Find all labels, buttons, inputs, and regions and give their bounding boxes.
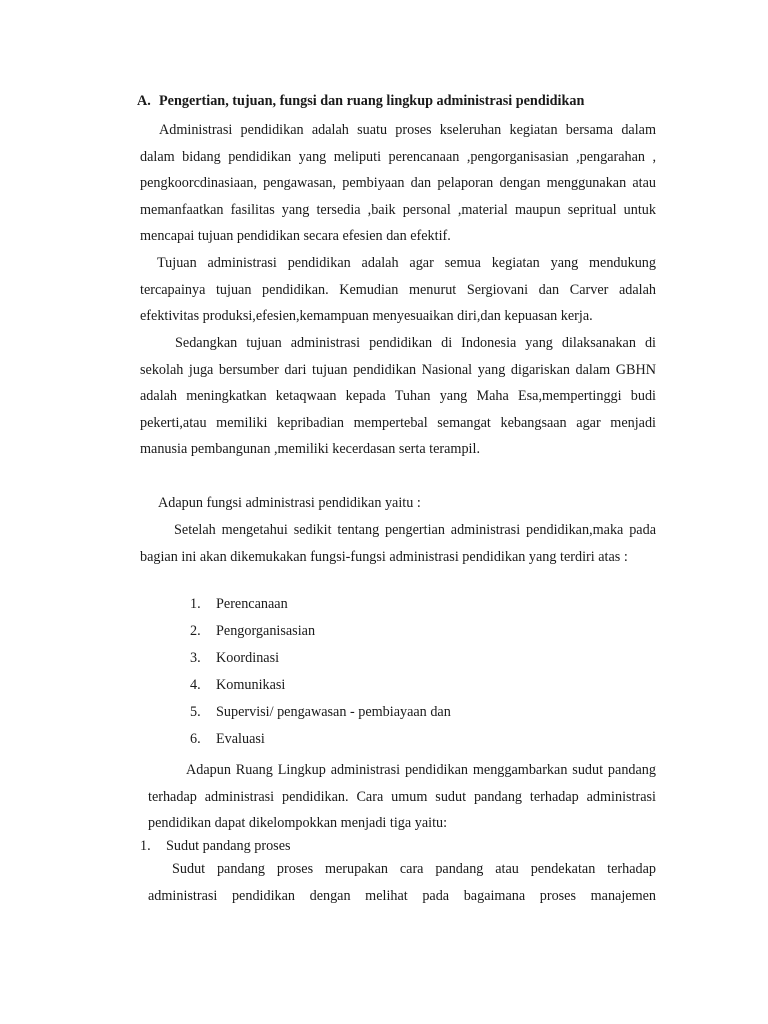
section-heading bbox=[137, 93, 584, 110]
list-item-text: Perencanaan bbox=[216, 596, 288, 612]
paragraph-definition: Administrasi pendidikan adalah suatu proses kseleruhan kegiatan bersama dalam dalam bidang pendidikan yang meliputi perencanaan ,pengorganisasian ,pengarahan , pengkoorcdinasiaan, pengawasan, pembiyaan dan pelaporan dengan menggunakan atau memanfaatkan fasilitas yang tersedia ,baik personal ,material maupun sepritual untuk mencapai tujuan pendidikan secara efesien dan efektif. bbox=[140, 122, 656, 245]
list-item-number: 6. bbox=[190, 731, 201, 747]
list-item-number: 1. bbox=[190, 596, 201, 612]
paragraph-goals: Tujuan administrasi pendidikan adalah agar semua kegiatan yang mendukung tercapainya tujuan pendidikan. Kemudian menurut Sergiovani dan Carver adalah efektivitas produksi,efesien,kemampuan menyesuaikan diri,dan kepuasan kerja. bbox=[140, 255, 656, 325]
list-item-number: 5. bbox=[190, 704, 201, 720]
sub-heading bbox=[140, 838, 291, 855]
list-item-text: Pengorganisasian bbox=[216, 623, 316, 639]
paragraph-functions-lead: Setelah mengetahui sedikit tentang pengertian administrasi pendidikan,maka pada bagian ini akan dikemukakan fungsi-fungsi administrasi pendidikan yang terdiri atas : bbox=[140, 522, 656, 565]
list-item-text: Komunikasi bbox=[216, 677, 286, 693]
list-item-text: Koordinasi bbox=[216, 650, 280, 666]
sub-heading-text: Sudut pandang proses bbox=[166, 838, 291, 854]
section-title: Pengertian, tujuan, fungsi dan ruang lingkup administrasi pendidikan bbox=[159, 93, 585, 109]
list-item-text: Evaluasi bbox=[216, 731, 265, 747]
list-item-number: 3. bbox=[190, 650, 201, 666]
paragraph-scope: Adapun Ruang Lingkup administrasi pendidikan menggambarkan sudut pandang terhadap administrasi pendidikan. Cara umum sudut pandang terhadap administrasi pendidikan dapat dikelompokkan menjadi tiga yaitu: bbox=[148, 762, 656, 832]
list-item-number: 2. bbox=[190, 623, 201, 639]
paragraph-functions-intro: Adapun fungsi administrasi pendidikan yaitu : bbox=[158, 495, 421, 511]
paragraph-process-view: Sudut pandang proses merupakan cara pandang atau pendekatan terhadap administrasi pendidikan dengan melihat pada bagaimana proses manajemen bbox=[148, 861, 656, 904]
list-item-number: 4. bbox=[190, 677, 201, 693]
list-item-text: Supervisi/ pengawasan - pembiayaan dan bbox=[216, 704, 451, 720]
paragraph-goals-indonesia: Sedangkan tujuan administrasi pendidikan di Indonesia yang dilaksanakan di sekolah juga bersumber dari tujuan pendidikan Nasional yang digariskan dalam GBHN adalah meningkatkan ketaqwaan kepada Tuhan yang Maha Esa,mempertinggi budi pekerti,atau memiliki kepribadian mempertebal semangat kebangsaan agar menjadi manusia pembangunan ,memiliki kecerdasan serta terampil. bbox=[140, 335, 656, 458]
sub-heading-number: 1. bbox=[140, 838, 151, 854]
section-marker: A. bbox=[137, 93, 151, 109]
